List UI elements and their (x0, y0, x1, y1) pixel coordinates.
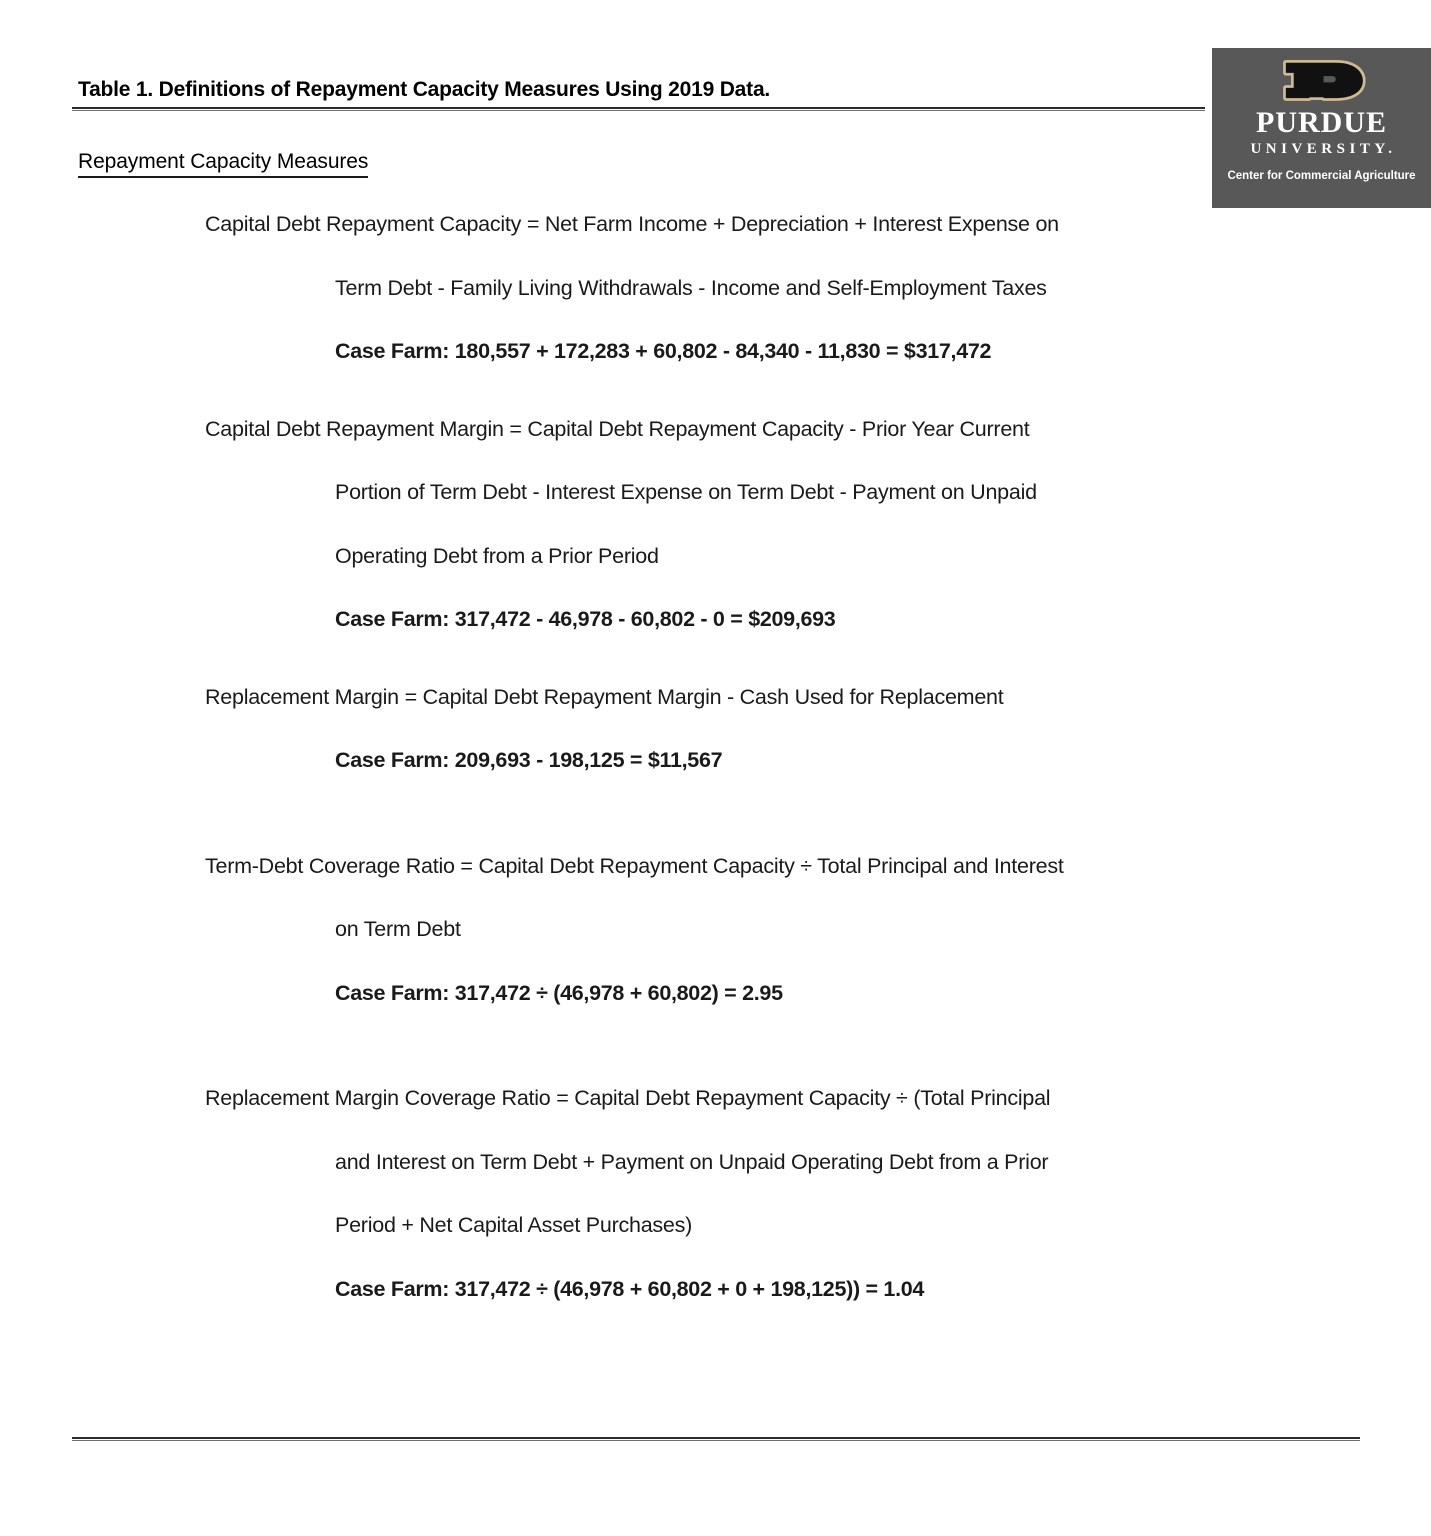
page-title: Table 1. Definitions of Repayment Capacity Measures Using 2019 Data. (78, 78, 771, 101)
definition-line: Capital Debt Repayment Margin = Capital Debt Repayment Capacity - Prior Year Current (205, 416, 1030, 441)
measure-block (0, 1088, 1431, 1300)
definition-line: on Term Debt (335, 917, 461, 941)
purdue-p-icon (1274, 58, 1370, 102)
definition-line: Portion of Term Debt - Interest Expense on Term Debt - Payment on Unpaid (335, 480, 1037, 504)
case-farm-line: Case Farm: 317,472 ÷ (46,978 + 60,802) = 2.95 (335, 980, 783, 1005)
block-spacer (0, 798, 1431, 856)
definition-line: Period + Net Capital Asset Purchases) (335, 1213, 693, 1237)
case-farm-line: Case Farm: 317,472 - 46,978 - 60,802 - 0 = $209,693 (335, 607, 836, 631)
purdue-wordmark-text: PURDUE (1256, 106, 1387, 139)
definition-line: Capital Debt Repayment Capacity = Net Farm Income + Depreciation + Interest Expense on (205, 212, 1059, 236)
title-divider (72, 107, 1205, 111)
definition-line: Replacement Margin Coverage Ratio = Capital Debt Repayment Capacity ÷ (Total Principal (205, 1086, 1051, 1110)
section-heading-repayment-capacity-measures: Repayment Capacity Measures (78, 150, 368, 178)
center-for-commercial-agriculture-label: Center for Commercial Agriculture (1227, 170, 1416, 182)
case-farm-line: Case Farm: 317,472 ÷ (46,978 + 60,802 + 0 + 198,125)) = 1.04 (335, 1276, 925, 1301)
definition-line: and Interest on Term Debt + Payment on Unpaid Operating Debt from a Prior (335, 1149, 1049, 1174)
definition-line: Replacement Margin = Capital Debt Repayment Margin - Cash Used for Replacement (205, 684, 1004, 709)
purdue-logo-block (1212, 48, 1431, 208)
measures-list (0, 214, 1431, 1326)
case-farm-line: Case Farm: 209,693 - 198,125 = $11,567 (335, 748, 723, 772)
measure-block (0, 214, 1431, 363)
block-spacer (0, 1030, 1431, 1088)
definition-line: Term-Debt Coverage Ratio = Capital Debt Repayment Capacity ÷ Total Principal and Interest (205, 853, 1064, 878)
block-spacer (0, 389, 1431, 419)
purdue-university-text: UNIVERSITY. (1250, 141, 1397, 157)
bottom-divider (72, 1437, 1360, 1441)
measure-block (0, 416, 1431, 631)
purdue-wordmark (1212, 108, 1431, 158)
definition-line: Operating Debt from a Prior Period (335, 543, 659, 568)
case-farm-line: Case Farm: 180,557 + 172,283 + 60,802 - 84,340 - 11,830 = $317,472 (335, 339, 992, 363)
measure-block (0, 853, 1431, 1005)
measure-block (0, 684, 1431, 772)
definition-line: Term Debt - Family Living Withdrawals - Income and Self-Employment Taxes (335, 275, 1047, 300)
block-spacer (0, 657, 1431, 687)
